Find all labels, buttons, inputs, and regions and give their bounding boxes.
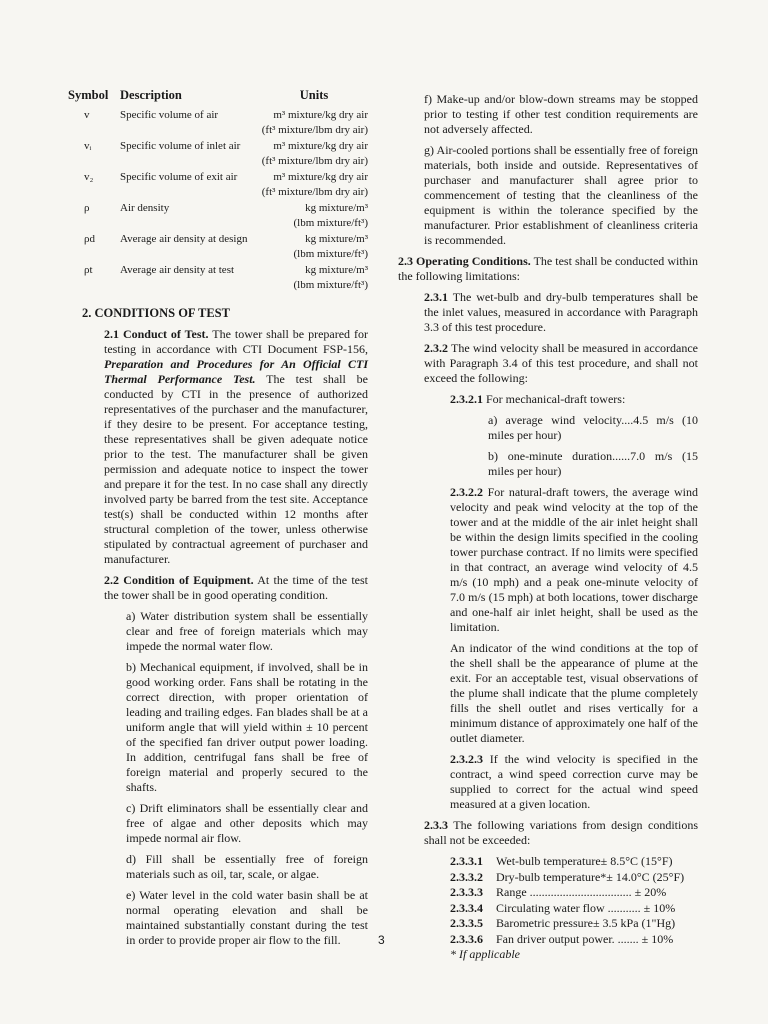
paragraph-2-2-text: At the time of the test the tower shall be in good operating condition. xyxy=(104,573,369,602)
units-line-1: kg mixture/m³ xyxy=(305,233,368,245)
limit-number: 2.3.3.6 xyxy=(450,931,483,946)
limit-text: Dry-bulb temperature*± 14.0°C (25°F) xyxy=(496,869,685,884)
units-line-1: m³ mixture/kg dry air xyxy=(273,171,368,183)
paragraph-2-1-text-a: The tower shall be prepared for testing in accordance with CTI Document FSP-156, xyxy=(104,327,368,356)
paragraph-2-1 xyxy=(104,327,368,567)
item-a: a) Water distribution system shall be essentially clear and free of foreign materials which may impede the normal water flow. xyxy=(126,609,368,653)
page-number: 3 xyxy=(378,933,385,947)
description-cell: Specific volume of inlet air xyxy=(120,140,241,152)
paragraph-2-3-3 xyxy=(424,818,698,848)
paragraph-2-3-2-2 xyxy=(450,485,698,635)
paragraph-plume-indicator: An indicator of the wind conditions at the top of the shell shall be the appearance of plume at the exit. For an acceptable test, visual observations of the plume shall indicate that the plume completely fills the shell outlet and rises vertically for a minimum distance of approximately one half of the outlet diameter. xyxy=(450,641,698,745)
symbol-table-header xyxy=(68,88,368,106)
units-line-2: (ft³ mixture/lbm dry air) xyxy=(261,185,368,198)
paragraph-2-3-3-text: The following variations from design conditions shall not be exceeded: xyxy=(424,818,698,847)
description-cell: Average air density at test xyxy=(120,264,235,276)
item-f: f) Make-up and/or blow-down streams may be stopped prior to testing if other test condition requirements are not adversely affected. xyxy=(424,92,698,136)
paragraph-2-3-2-1-text: For mechanical-draft towers: xyxy=(486,392,626,406)
item-g: g) Air-cooled portions shall be essentially free of foreign materials, both inside and outside. Representatives of purchaser and manufacturer shall agree prior to commencement of testing that the cleanliness of the equipment is within the tolerance specified by the manufacturer. Prior establishment of cleanliness criteria is recommended. xyxy=(424,143,698,247)
symbol-table-body xyxy=(68,108,368,292)
symbol-cell: ρt xyxy=(84,264,93,276)
symbol-cell: v xyxy=(84,109,90,121)
item-d: d) Fill shall be essentially free of foreign materials such as oil, tar, scale, or algae. xyxy=(126,852,368,881)
units-line-1: m³ mixture/kg dry air xyxy=(273,109,368,121)
units-cell xyxy=(260,170,368,199)
paragraph-2-3-text: The test shall be conducted within the following limitations: xyxy=(398,254,698,283)
symbol-table-row xyxy=(68,201,368,230)
paragraph-2-3-2-3-label: 2.3.2.3 xyxy=(450,752,483,766)
paragraph-2-3-2-text: The wind velocity shall be measured in accordance with Paragraph 3.4 of this test procedure, and shall not exceed the following: xyxy=(424,341,698,385)
paragraph-2-3-1-text: The wet-bulb and dry-bulb temperatures shall be the inlet values, measured in accordance with Paragraph 3.3 of this test procedure. xyxy=(424,290,698,334)
limit-row xyxy=(450,901,698,917)
paragraph-2-3-2-2-label: 2.3.2.2 xyxy=(450,485,483,499)
units-line-1: kg mixture/m³ xyxy=(305,202,368,214)
limit-number: 2.3.3.1 xyxy=(450,854,483,868)
units-header: Units xyxy=(299,88,329,102)
limit-text: Barometric pressure± 3.5 kPa (1"Hg) xyxy=(496,916,676,930)
units-cell xyxy=(260,139,368,168)
limit-text: Range .................................. ± 20% xyxy=(496,885,667,899)
limit-row xyxy=(450,854,698,870)
paragraph-2-1-document-title: Preparation and Procedures for An Official CTI Thermal Performance Test. xyxy=(104,357,368,386)
symbol-table-row xyxy=(68,108,368,137)
symbol-header: Symbol xyxy=(68,88,109,102)
units-cell xyxy=(260,108,368,137)
paragraph-2-3-2-1-label: 2.3.2.1 xyxy=(450,392,483,406)
units-line-2: (lbm mixture/ft³) xyxy=(293,247,368,260)
item-b: b) Mechanical equipment, if involved, shall be in good working order. Fans shall be rotating in the correct direction, with proper orientation of leading and trailing edges. Fan blades shall be at a uniform angle that will yield within ± 10 percent of the specified fan driver output power loading. In addition, centrifugal fans shall be free of foreign material and properly secured to the shafts. xyxy=(126,660,368,794)
right-column xyxy=(398,92,698,962)
paragraph-2-1-text-b: The test shall be conducted by CTI in the presence of authorized representatives of the purchaser and the manufacturer, if they desire to be present. For acceptance testing, these representatives shall be given adequate notice prior to the test. The manufacturer shall be given permission and adequate notice to inspect the tower and prepare it for the test. In no case shall any directly involved party be barred from the test site. Acceptance test(s) shall be conducted within 12 months after structural completion of the tower, unless otherwise stipulated by contractual agreement of purchaser and manufacturer. xyxy=(104,372,368,566)
description-cell: Average air density at design xyxy=(120,233,248,245)
limit-number: 2.3.3.3 xyxy=(450,885,483,899)
left-column xyxy=(68,88,368,954)
paragraph-2-3-2-3-text: If the wind velocity is specified in the contract, a wind speed correction curve may be supplied to correct for the actual wind speed measured at a given location. xyxy=(450,752,698,811)
symbol-table-row xyxy=(68,232,368,261)
paragraph-2-2-label: 2.2 Condition of Equipment. xyxy=(104,573,254,587)
description-cell: Air density xyxy=(120,202,170,214)
description-cell: Specific volume of exit air xyxy=(120,171,238,183)
units-cell xyxy=(260,232,368,261)
units-line-2: (ft³ mixture/lbm dry air) xyxy=(261,154,368,167)
paragraph-2-3-1 xyxy=(424,290,698,335)
mechanical-draft-peak-limit: b) one-minute duration......7.0 m/s (15 miles per hour) xyxy=(488,449,698,478)
limit-number: 2.3.3.2 xyxy=(450,869,483,884)
symbol-cell: ρd xyxy=(84,233,95,245)
paragraph-2-3-1-label: 2.3.1 xyxy=(424,290,448,304)
paragraph-2-1-label: 2.1 Conduct of Test. xyxy=(104,327,209,341)
limit-row xyxy=(450,932,698,948)
paragraph-2-2 xyxy=(104,573,368,603)
paragraph-2-3-2-label: 2.3.2 xyxy=(424,341,448,355)
paragraph-2-3-2-1 xyxy=(450,392,698,407)
paragraph-2-3-2-3 xyxy=(450,752,698,812)
symbol-table-row xyxy=(68,170,368,199)
paragraph-2-3-3-label: 2.3.3 xyxy=(424,818,448,832)
limit-row xyxy=(450,870,698,886)
symbol-cell: ρ xyxy=(84,202,90,214)
description-cell: Specific volume of air xyxy=(120,109,219,121)
paragraph-2-3 xyxy=(398,254,698,284)
footnote-if-applicable: * If applicable xyxy=(450,947,520,961)
units-line-2: (ft³ mixture/lbm dry air) xyxy=(261,123,368,136)
units-cell xyxy=(260,263,368,292)
limit-row xyxy=(450,916,698,932)
limit-text: Circulating water flow ........... ± 10% xyxy=(496,900,676,915)
paragraph-2-3-label: 2.3 Operating Conditions. xyxy=(398,254,531,268)
symbol-table-row xyxy=(68,139,368,168)
units-line-2: (lbm mixture/ft³) xyxy=(293,278,368,291)
description-header: Description xyxy=(120,88,182,102)
units-cell xyxy=(260,201,368,230)
units-line-1: m³ mixture/kg dry air xyxy=(273,140,368,152)
units-line-1: kg mixture/m³ xyxy=(305,264,368,276)
symbol-cell: v₂ xyxy=(84,171,94,183)
mechanical-draft-average-limit: a) average wind velocity....4.5 m/s (10 miles per hour) xyxy=(488,413,698,442)
limit-text: Fan driver output power. ....... ± 10% xyxy=(496,931,674,946)
item-e: e) Water level in the cold water basin shall be at normal operating elevation and shall be maintained substantially constant during the test in order to provide proper air flow to the fill. xyxy=(126,888,368,947)
section-title: 2. CONDITIONS OF TEST xyxy=(82,306,230,320)
symbol-table-row xyxy=(68,263,368,292)
limit-text: Wet-bulb temperature± 8.5°C (15°F) xyxy=(496,854,673,868)
symbol-cell: vᵢ xyxy=(84,140,92,152)
limit-number: 2.3.3.4 xyxy=(450,900,483,915)
limit-number: 2.3.3.5 xyxy=(450,916,483,930)
limit-row xyxy=(450,885,698,901)
paragraph-2-3-2-2-text: For natural-draft towers, the average wind velocity and peak wind velocity at the top of the tower and at the middle of the air inlet height shall be within the design limits specified in the cooling tower purchase contract. If no limits were specified in that contract, an average wind velocity of 4.5 m/s (10 mph) and a peak one-minute velocity of 7.0 m/s (15 mph) at both locations, tower discharge and one-half air inlet height, shall be used as the limitation. xyxy=(450,485,699,634)
variation-limits-list xyxy=(450,854,698,947)
units-line-2: (lbm mixture/ft³) xyxy=(293,216,368,229)
paragraph-2-3-2 xyxy=(424,341,698,386)
item-c: c) Drift eliminators shall be essentially clear and free of algae and other deposits which may impede normal air flow. xyxy=(126,801,368,845)
